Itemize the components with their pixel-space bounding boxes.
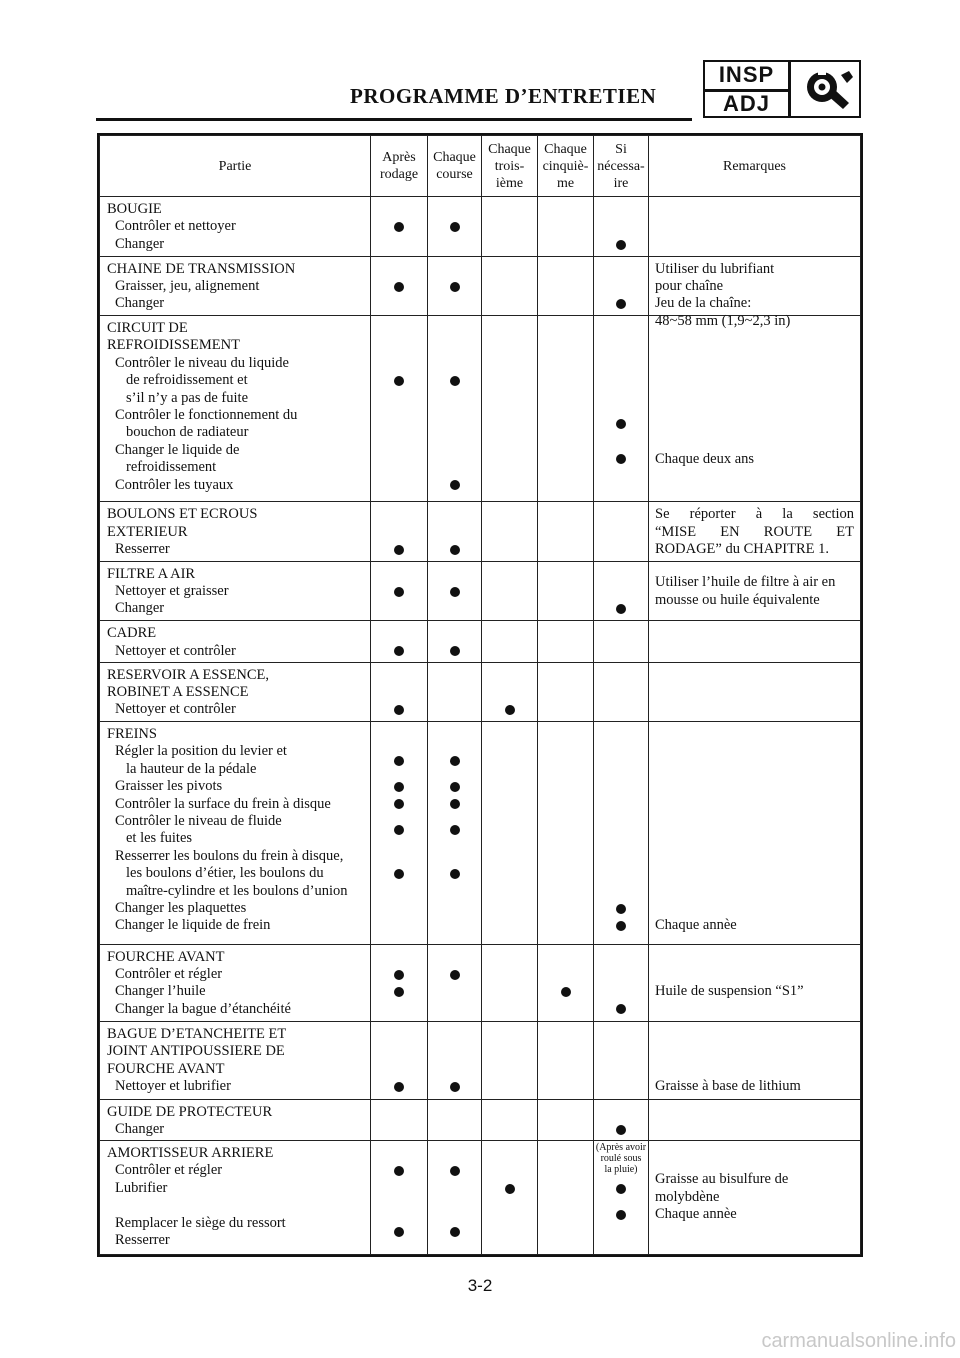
part-line: BOUGIE (107, 201, 162, 217)
check-dot-icon (394, 282, 404, 292)
part-line: Changer (115, 235, 165, 252)
part-line: Nettoyer et contrôler (115, 701, 236, 718)
check-dot-icon (450, 587, 460, 597)
remarks-cell (649, 1022, 861, 1100)
part-line: REFROIDISSEMENT (107, 337, 240, 354)
remarks-cell (649, 944, 861, 1022)
insp-adj-badge (703, 60, 861, 118)
rain-note (594, 1142, 648, 1175)
mark-cell-chaque-course (428, 197, 482, 257)
part-line: la hauteur de la pédale (126, 760, 257, 777)
part-line: Changer (115, 600, 165, 617)
table-row (100, 1099, 861, 1140)
part-line: AMORTISSEUR ARRIERE (107, 1145, 274, 1162)
mark-cell-chaque-troisieme (482, 316, 538, 502)
mark-cell-chaque-troisieme (482, 1141, 538, 1255)
part-line: refroidissement (126, 459, 217, 476)
mark-cell-si-necessaire (594, 197, 649, 257)
badge-divider (705, 89, 789, 92)
mark-cell-apres-rodage (371, 944, 428, 1022)
part-line: CADRE (107, 625, 157, 642)
mark-cell-si-necessaire (594, 722, 649, 944)
remark-line: Chaque deux ans (655, 450, 755, 467)
remarks-cell (649, 722, 861, 944)
page-title: PROGRAMME D’ENTRETIEN (350, 84, 657, 108)
check-dot-icon (616, 921, 626, 931)
check-dot-icon (450, 480, 460, 490)
mark-cell-chaque-troisieme (482, 722, 538, 944)
part-line: ROBINET A ESSENCE (107, 683, 249, 700)
remark-line: Utiliser l’huile de filtre à air en (655, 574, 836, 591)
col-header-chaque-cinquieme: Chaque cinquiè- me (538, 136, 594, 197)
part-line (107, 1197, 370, 1214)
badge-adj-label: ADJ (722, 91, 770, 116)
mark-cell-chaque-cinquieme (538, 197, 594, 257)
part-line: Changer la bague d’étanchéité (115, 1000, 291, 1017)
part-line: Contrôler le niveau du liquide (115, 354, 289, 371)
part-line: Resserrer (115, 540, 170, 557)
mark-cell-chaque-cinquieme (538, 944, 594, 1022)
part-line: Changer les plaquettes (115, 900, 247, 916)
mark-cell-si-necessaire (594, 561, 649, 621)
mark-cell-si-necessaire (594, 621, 649, 662)
part-cell (100, 197, 371, 257)
mark-cell-si-necessaire (594, 256, 649, 316)
check-dot-icon (450, 646, 460, 656)
badge-insp-label: INSP (718, 62, 775, 87)
part-line: Changer (115, 295, 165, 312)
part-line: FOURCHE AVANT (107, 948, 225, 965)
remark-line: Se réporter à la section (655, 506, 854, 523)
part-cell (100, 621, 371, 662)
mark-cell-apres-rodage (371, 621, 428, 662)
mark-cell-si-necessaire (594, 944, 649, 1022)
mark-cell-chaque-course (428, 944, 482, 1022)
part-line: Remplacer le siège du ressort (115, 1214, 286, 1231)
part-line: FOURCHE AVANT (107, 1060, 225, 1077)
part-line: Changer le liquide de (115, 441, 240, 458)
part-line: Resserrer les boulons du frein à disque, (115, 847, 344, 864)
part-line: GUIDE DE PROTECTEUR (107, 1103, 273, 1120)
mark-cell-apres-rodage (371, 722, 428, 944)
mark-cell-chaque-troisieme (482, 197, 538, 257)
mark-cell-apres-rodage (371, 256, 428, 316)
mark-cell-apres-rodage (371, 1022, 428, 1100)
part-line: maître-cylindre et les boulons d’union (126, 882, 348, 899)
table-row (100, 1022, 861, 1100)
check-dot-icon (450, 970, 460, 980)
check-dot-icon (505, 1184, 515, 1194)
mark-cell-si-necessaire (594, 1141, 649, 1255)
mark-cell-chaque-cinquieme (538, 621, 594, 662)
part-line: Contrôler et nettoyer (115, 218, 236, 235)
part-line: Contrôler les tuyaux (115, 476, 234, 493)
table-row (100, 316, 861, 502)
rain-note-line: la pluie) (604, 1164, 638, 1176)
check-dot-icon (450, 869, 460, 879)
part-line: Contrôler et régler (115, 965, 223, 982)
part-line: Nettoyer et lubrifier (115, 1078, 231, 1095)
check-dot-icon (394, 545, 404, 555)
title-underline (96, 118, 692, 121)
mark-cell-chaque-troisieme (482, 502, 538, 562)
mark-cell-apres-rodage (371, 1099, 428, 1140)
col-header-remarques: Remarques (649, 136, 861, 197)
part-line: Changer (115, 1121, 165, 1138)
remark-line: Graisse à base de lithium (655, 1078, 801, 1095)
mark-cell-si-necessaire (594, 1022, 649, 1100)
mark-cell-chaque-course (428, 502, 482, 562)
table-row (100, 502, 861, 562)
check-dot-icon (394, 987, 404, 997)
mark-cell-si-necessaire (594, 1099, 649, 1140)
mark-cell-apres-rodage (371, 1141, 428, 1255)
part-line: Régler la position du levier et (115, 743, 287, 760)
table-row (100, 256, 861, 316)
check-dot-icon (505, 705, 515, 715)
check-dot-icon (616, 240, 626, 250)
part-cell (100, 561, 371, 621)
mark-cell-chaque-course (428, 722, 482, 944)
mark-cell-chaque-course (428, 256, 482, 316)
check-dot-icon (450, 756, 460, 766)
remarks-cell (649, 621, 861, 662)
mark-cell-chaque-cinquieme (538, 722, 594, 944)
remark-line: Graisse au bisulfure de (655, 1171, 789, 1188)
remark-line: “MISE EN ROUTE ET (655, 523, 854, 540)
part-cell (100, 1022, 371, 1100)
part-line: Graisser, jeu, alignement (115, 277, 260, 294)
mark-cell-apres-rodage (371, 561, 428, 621)
col-header-si-necessaire: Si nécessa- ire (594, 136, 649, 197)
check-dot-icon (450, 825, 460, 835)
part-cell (100, 944, 371, 1022)
part-cell (100, 662, 371, 722)
remark-line: Jeu de la chaîne: (655, 295, 752, 312)
part-line: Changer le liquide de frein (115, 917, 271, 934)
check-dot-icon (394, 756, 404, 766)
check-dot-icon (616, 1184, 626, 1194)
mark-cell-chaque-troisieme (482, 1099, 538, 1140)
check-dot-icon (394, 376, 404, 386)
check-dot-icon (394, 1166, 404, 1176)
remark-line: RODAGE” du CHAPITRE 1. (655, 541, 829, 557)
page-number: 3-2 (467, 1276, 493, 1295)
part-line: EXTERIEUR (107, 523, 188, 540)
col-header-chaque-course: Chaque course (428, 136, 482, 197)
part-line: BOULONS ET ECROUS (107, 506, 258, 523)
mark-cell-chaque-troisieme (482, 561, 538, 621)
remarks-cell (649, 561, 861, 621)
part-line: Resserrer (115, 1232, 170, 1249)
part-cell (100, 316, 371, 502)
mark-cell-chaque-course (428, 662, 482, 722)
check-dot-icon (450, 376, 460, 386)
mark-cell-chaque-course (428, 1022, 482, 1100)
mark-cell-chaque-cinquieme (538, 1099, 594, 1140)
check-dot-icon (394, 222, 404, 232)
mark-cell-chaque-cinquieme (538, 1141, 594, 1255)
mark-cell-chaque-troisieme (482, 256, 538, 316)
table-row (100, 621, 861, 662)
part-line: CHAINE DE TRANSMISSION (107, 260, 296, 277)
table-row (100, 197, 861, 257)
table-row (100, 1141, 861, 1255)
check-dot-icon (616, 604, 626, 614)
mark-cell-chaque-cinquieme (538, 316, 594, 502)
mark-cell-chaque-course (428, 621, 482, 662)
remarks-cell (649, 197, 861, 257)
mark-cell-chaque-cinquieme (538, 256, 594, 316)
part-line: Contrôler la surface du frein à disque (115, 795, 331, 812)
remarks-cell (649, 1141, 861, 1255)
check-dot-icon (616, 419, 626, 429)
col-header-partie: Partie (100, 136, 371, 197)
watermark: carmanualsonline.info (761, 1330, 956, 1352)
remarks-cell (649, 316, 861, 502)
check-dot-icon (561, 987, 571, 997)
maintenance-table (97, 133, 863, 1257)
check-dot-icon (616, 1004, 626, 1014)
remarks-cell (649, 256, 861, 329)
rain-note-line: (Après avoir (595, 1142, 647, 1154)
check-dot-icon (394, 705, 404, 715)
part-cell (100, 256, 371, 316)
table-header (100, 136, 861, 197)
check-dot-icon (394, 1082, 404, 1092)
mark-cell-chaque-troisieme (482, 621, 538, 662)
part-line: les boulons d’étier, les boulons du (126, 865, 324, 882)
mark-cell-chaque-course (428, 1141, 482, 1255)
part-line: Changer l’huile (115, 983, 206, 1000)
part-line: bouchon de radiateur (126, 424, 249, 441)
check-dot-icon (450, 1227, 460, 1237)
part-cell (100, 722, 371, 944)
part-line: et les fuites (126, 830, 193, 847)
mark-cell-apres-rodage (371, 197, 428, 257)
part-line: FREINS (107, 726, 157, 743)
part-line: JOINT ANTIPOUSSIERE DE (107, 1043, 285, 1060)
mark-cell-chaque-course (428, 1099, 482, 1140)
check-dot-icon (616, 299, 626, 309)
mark-cell-chaque-cinquieme (538, 561, 594, 621)
mark-cell-chaque-course (428, 561, 482, 621)
part-line: FILTRE A AIR (107, 565, 196, 582)
check-dot-icon (394, 782, 404, 792)
mark-cell-chaque-cinquieme (538, 1022, 594, 1100)
part-line: Lubrifier (115, 1179, 168, 1196)
mark-cell-apres-rodage (371, 502, 428, 562)
mark-cell-apres-rodage (371, 316, 428, 502)
remark-line: pour chaîne (655, 277, 724, 294)
mark-cell-chaque-troisieme (482, 1022, 538, 1100)
remarks-cell (649, 502, 861, 562)
check-dot-icon (450, 1082, 460, 1092)
remark-line: mousse ou huile équivalente (655, 591, 820, 608)
mark-cell-chaque-troisieme (482, 662, 538, 722)
check-dot-icon (394, 1227, 404, 1237)
part-line: CIRCUIT DE (107, 320, 188, 336)
mark-cell-si-necessaire (594, 502, 649, 562)
check-dot-icon (616, 904, 626, 914)
check-dot-icon (450, 799, 460, 809)
remarks-cell (649, 662, 861, 722)
check-dot-icon (394, 869, 404, 879)
table-row (100, 722, 861, 944)
mark-cell-chaque-course (428, 316, 482, 502)
check-dot-icon (450, 1166, 460, 1176)
check-dot-icon (450, 545, 460, 555)
mark-cell-si-necessaire (594, 662, 649, 722)
col-header-chaque-troisieme: Chaque trois- ième (482, 136, 538, 197)
part-line: Graisser les pivots (115, 778, 223, 795)
check-dot-icon (394, 825, 404, 835)
check-dot-icon (394, 587, 404, 597)
check-dot-icon (450, 282, 460, 292)
check-dot-icon (616, 1125, 626, 1135)
remark-line: molybdène (655, 1188, 720, 1205)
part-line: Nettoyer et contrôler (115, 642, 236, 659)
part-line: de refroidissement et (126, 372, 248, 389)
remark-line: Chaque annèe (655, 1205, 737, 1222)
table-row (100, 944, 861, 1022)
remark-line: Utiliser du lubrifiant (655, 260, 775, 277)
part-line: Nettoyer et graisser (115, 583, 229, 600)
mark-cell-apres-rodage (371, 662, 428, 722)
check-dot-icon (450, 222, 460, 232)
remark-line: Huile de suspension “S1” (655, 983, 804, 1000)
part-line: Contrôler et régler (115, 1162, 223, 1179)
remark-line: Chaque annèe (655, 917, 737, 934)
mark-cell-si-necessaire (594, 316, 649, 502)
check-dot-icon (394, 970, 404, 980)
table-row (100, 662, 861, 722)
part-cell (100, 1099, 371, 1140)
check-dot-icon (450, 782, 460, 792)
remark-line: 48~58 mm (1,9~2,3 in) (655, 312, 791, 329)
table-row (100, 561, 861, 621)
mark-cell-chaque-troisieme (482, 944, 538, 1022)
col-header-apres-rodage: Après rodage (371, 136, 428, 197)
check-dot-icon (616, 1210, 626, 1220)
remarks-cell (649, 1099, 861, 1140)
part-line: s’il n’y a pas de fuite (126, 389, 249, 406)
mark-cell-chaque-cinquieme (538, 662, 594, 722)
wrench-gauge-icon (797, 65, 857, 115)
mark-cell-chaque-cinquieme (538, 502, 594, 562)
check-dot-icon (394, 799, 404, 809)
check-dot-icon (394, 646, 404, 656)
rain-note-line: roulé sous (600, 1153, 642, 1165)
part-line: Contrôler le niveau de fluide (115, 813, 282, 830)
check-dot-icon (616, 454, 626, 464)
part-cell (100, 502, 371, 562)
part-cell (100, 1141, 371, 1255)
part-line: Contrôler le fonctionnement du (115, 406, 298, 423)
part-line: BAGUE D’ETANCHEITE ET (107, 1026, 287, 1043)
part-line: RESERVOIR A ESSENCE, (107, 666, 269, 683)
